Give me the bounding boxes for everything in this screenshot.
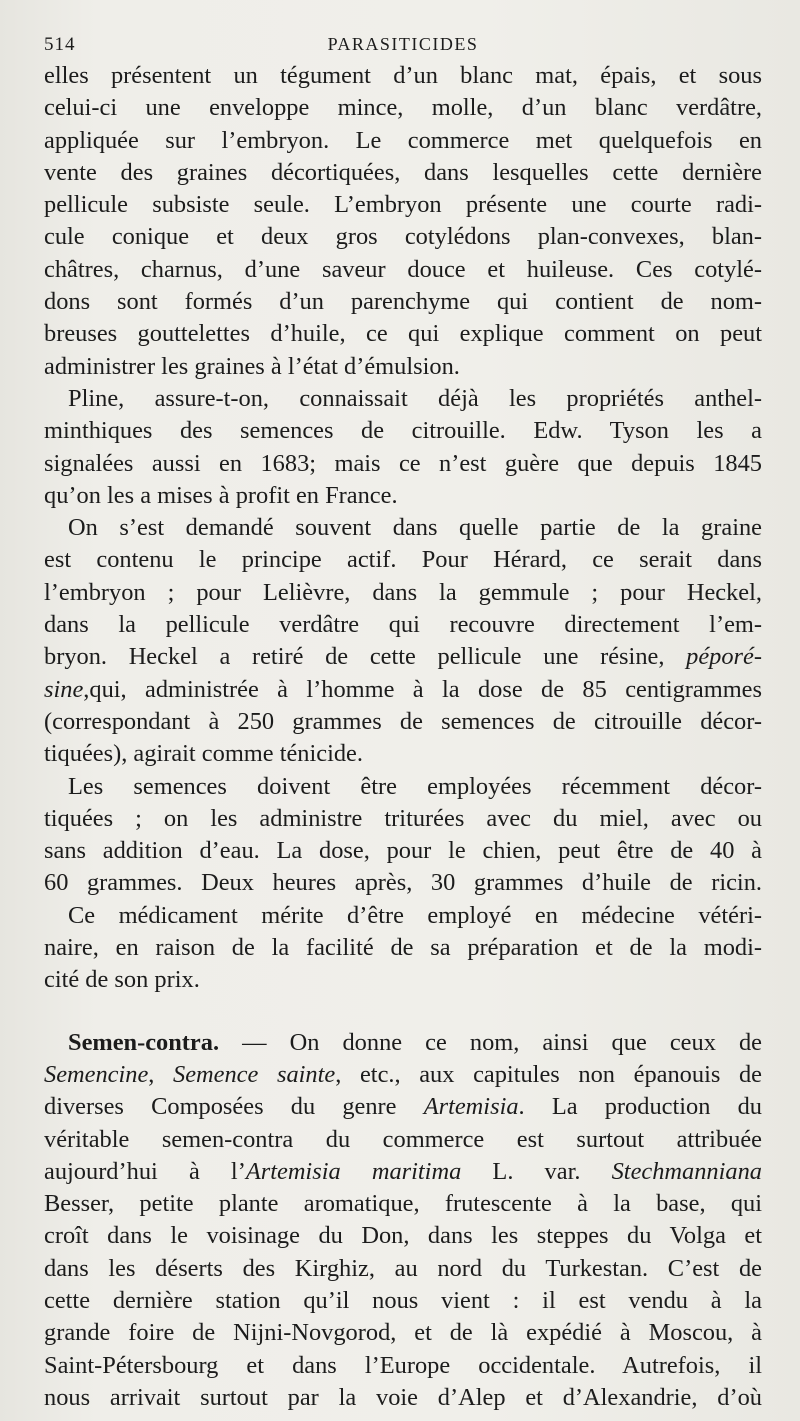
text-line: Besser, petite plante aromatique, frutescente à la base, qui: [44, 1190, 762, 1218]
paragraph-history: [44, 383, 762, 512]
text-line: signalées aussi en 1683; mais ce n’est guère que depuis 1845: [44, 449, 762, 477]
text-line: dons sont formés d’un parenchyme qui contient de nom-: [44, 288, 762, 316]
text-line: [44, 674, 762, 706]
text-line: naire, en raison de la facilité de sa préparation et de la modi-: [44, 934, 762, 962]
text-line: dans les déserts des Kirghiz, au nord du Turkestan. C’est de: [44, 1254, 762, 1282]
text-line: Saint-Pétersbourg et dans l’Europe occidentale. Autrefois, il: [44, 1351, 762, 1379]
text-line: celui-ci une enveloppe mince, molle, d’un blanc verdâtre,: [44, 94, 762, 122]
text-line: Ce médicament mérite d’être employé en médecine vétéri-: [68, 901, 762, 929]
text-span: ,qui, administrée à l’homme à la dose de 85 centigrammes: [83, 675, 762, 703]
text-line: administrer les graines à l’état d’émulsion.: [44, 352, 460, 380]
text-line: appliquée sur l’embryon. Le commerce met quelquefois en: [44, 126, 762, 154]
text-line: Les semences doivent être employées récemment décor-: [68, 772, 762, 800]
paragraph-dosage: [44, 771, 762, 900]
text-line: [44, 1059, 762, 1091]
text-line: l’embryon ; pour Lelièvre, dans la gemmule ; pour Heckel,: [44, 578, 762, 606]
text-line: qu’on les a mises à profit en France.: [44, 481, 398, 509]
text-line: châtres, charnus, d’une saveur douce et huileuse. Ces cotylé-: [44, 255, 762, 283]
text-line: tiquées), agirait comme ténicide.: [44, 740, 363, 768]
text-line: vente des graines décortiquées, dans lesquelles cette dernière: [44, 158, 762, 186]
text-line: cule conique et deux gros cotylédons plan-convexes, blan-: [44, 223, 762, 251]
text-line: pellicule subsiste seule. L’embryon présente une courte radi-: [44, 191, 762, 219]
text-line: [44, 641, 762, 673]
text-span: aujourd’hui à l’: [44, 1157, 246, 1185]
text-line: véritable semen-contra du commerce est surtout attribuée: [44, 1125, 762, 1153]
text-span: bryon. Heckel a retiré de cette pellicule une résine,: [44, 643, 687, 671]
text-line: [44, 1027, 762, 1059]
text-line: est contenu le principe actif. Pour Hérard, ce serait dans: [44, 546, 762, 574]
text-line: (correspondant à 250 grammes de semences de citrouille décor-: [44, 707, 762, 735]
italic-term: Stechmanniana: [611, 1157, 762, 1185]
text-span: diverses Composées du genre: [44, 1093, 424, 1121]
text-line: dans la pellicule verdâtre qui recouvre directement l’em-: [44, 611, 762, 639]
header-title: PARASITICIDES: [327, 34, 479, 54]
text-line: breuses gouttelettes d’huile, ce qui explique comment on peut: [44, 320, 762, 348]
italic-term: péporé-: [686, 643, 762, 671]
paragraph-veterinary: [44, 900, 762, 997]
text-line: nous arrivait surtout par la voie d’Alep et d’Alexandrie, d’où: [44, 1383, 762, 1411]
paragraph-active-principle: [44, 512, 762, 770]
text-line: On s’est demandé souvent dans quelle partie de la graine: [68, 514, 762, 542]
paragraph-semen-contra: [44, 1027, 762, 1415]
text-line: sans addition d’eau. La dose, pour le chien, peut être de 40 à: [44, 837, 762, 865]
italic-term: Artemisia: [423, 1093, 519, 1121]
section-run-head: Semen-contra.: [68, 1028, 220, 1056]
text-line: elles présentent un tégument d’un blanc mat, épais, et sous: [44, 62, 762, 89]
text-line: grande foire de Nijni-Novgorod, et de là expédié à Moscou, à: [44, 1319, 762, 1347]
text-line: minthiques des semences de citrouille. Edw. Tyson les a: [44, 417, 762, 445]
text-span: — On donne ce nom, ainsi que ceux de: [219, 1028, 762, 1056]
text-line: [44, 1091, 762, 1123]
text-line: croît dans le voisinage du Don, dans les steppes du Volga et: [44, 1222, 762, 1250]
text-line: cette dernière station qu’il nous vient : il est vendu à la: [44, 1286, 762, 1314]
italic-term: Semence sainte: [173, 1060, 336, 1088]
text-line: [44, 1156, 762, 1188]
text-span: L. var.: [461, 1157, 612, 1185]
page-number: 514: [44, 34, 76, 55]
running-head: [44, 30, 762, 60]
italic-term: Semencine: [44, 1060, 149, 1088]
paragraph-seed-description: [44, 60, 762, 383]
text-span: , etc., aux capitules non épanouis de: [335, 1060, 762, 1088]
text-line: tiquées ; on les administre triturées avec du miel, avec ou: [44, 804, 762, 832]
italic-term: Artemisia maritima: [245, 1157, 462, 1185]
text-line: cité de son prix.: [44, 966, 200, 994]
text-span: ,: [148, 1060, 174, 1088]
text-line: Pline, assure-t-on, connaissait déjà les propriétés anthel-: [68, 384, 762, 412]
text-line: 60 grammes. Deux heures après, 30 grammes d’huile de ricin.: [44, 869, 762, 897]
body-text: [44, 60, 762, 1414]
italic-term: sine: [44, 675, 84, 703]
text-span: . La production du: [518, 1093, 762, 1121]
